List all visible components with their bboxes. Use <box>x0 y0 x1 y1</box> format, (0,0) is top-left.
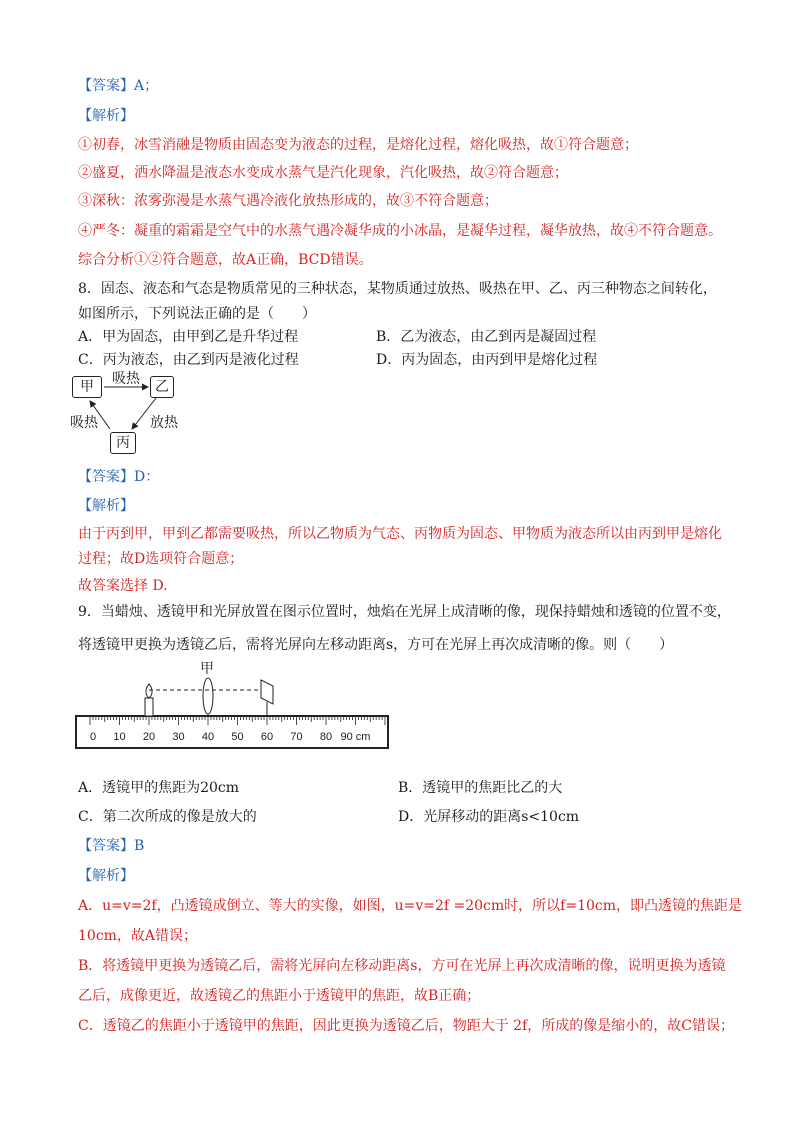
q9-stem: 9．当蜡烛、透镜甲和光屏放置在图示位置时，烛焰在光屏上成清晰的像，现保持蜡烛和透镜的位置不变， <box>78 604 731 620</box>
ruler-label: 80 <box>319 731 333 743</box>
ruler-label: 70 <box>290 731 303 743</box>
candle-icon <box>145 698 153 716</box>
label-absorb-top: 吸热 <box>112 371 140 387</box>
q9-analysis-a: A．u=v=2f，凸透镜成倒立、等大的实像，如图，u=v=2f =20cm时，所以f=10cm，即凸透镜的焦距是 <box>78 898 743 914</box>
state-bing-box: 丙 <box>110 432 136 454</box>
q7-analysis-line: 综合分析①②符合题意，故A正确，BCD错误。 <box>78 252 373 268</box>
q9-option-c: C．第二次所成的像是放大的 <box>78 809 257 825</box>
q7-analysis-line: ④严冬：凝重的霜霜是空气中的水蒸气遇冷凝华成的小冰晶，是凝华过程，凝华放热，故④不符合题意。 <box>78 223 722 239</box>
q9-analysis-label: 【解析】 <box>78 868 134 884</box>
ruler-label: 50 <box>231 731 244 743</box>
label-absorb-left: 吸热 <box>70 415 98 431</box>
lens-jia-label: 甲 <box>200 661 214 677</box>
q9-option-a: A．透镜甲的焦距为20cm <box>78 780 240 796</box>
q7-analysis-line: ③深秋：浓雾弥漫是水蒸气遇冷液化放热形成的，故③不符合题意； <box>78 193 498 209</box>
screen-icon <box>261 680 273 704</box>
label-release-right: 放热 <box>150 415 178 431</box>
optical-bench-svg <box>74 660 394 752</box>
q9-analysis-a: 10cm，故A错误； <box>78 928 198 944</box>
q7-answer: 【答案】A； <box>78 78 159 94</box>
ruler-label: 90 cm <box>340 731 371 743</box>
q8-stem: 8．固态、液态和气态是物质常见的三种状态，某物质通过放热、吸热在甲、乙、丙三种物态之间转化， <box>78 281 717 297</box>
q7-analysis-line: ②盛夏，洒水降温是液态水变成水蒸气是汽化现象，汽化吸热，故②符合题意； <box>78 165 568 181</box>
q8-option-c: C．丙为液态，由乙到丙是液化过程 <box>78 352 299 368</box>
q9-analysis-b: B．将透镜甲更换为透镜乙后，需将光屏向左移动距离s，方可在光屏上再次成清晰的像，说明更换为透镜 <box>78 958 726 974</box>
q8-analysis-line: 由于丙到甲，甲到乙都需要吸热，所以乙物质为气态、丙物质为固态、甲物质为液态所以由丙到甲是熔化 <box>78 526 722 542</box>
state-jia-box: 甲 <box>72 376 102 398</box>
ruler-label: 40 <box>201 731 215 743</box>
optical-bench-diagram <box>74 660 394 752</box>
q9-option-b: B．透镜甲的焦距比乙的大 <box>398 780 563 796</box>
ruler-label: 20 <box>142 731 156 743</box>
state-change-diagram <box>68 372 188 458</box>
q9-analysis-c: C．透镜乙的焦距小于透镜甲的焦距，因此更换为透镜乙后，物距大于 2f，所成的像是缩小的，故C错误； <box>78 1018 734 1034</box>
state-yi-box: 乙 <box>150 376 174 398</box>
ruler-label: 60 <box>260 731 274 743</box>
q7-analysis-label: 【解析】 <box>78 108 134 124</box>
ruler-label: 30 <box>172 731 185 743</box>
q9-analysis-b: 乙后，成像更近，故透镜乙的焦距小于透镜甲的焦距，故B正确； <box>78 988 481 1004</box>
q9-answer: 【答案】B <box>78 838 145 854</box>
q8-option-b: B．乙为液态，由乙到丙是凝固过程 <box>376 329 597 345</box>
ruler-label: 0 <box>90 731 97 743</box>
q8-conclusion: 故答案选择 D. <box>78 578 168 594</box>
q8-answer: 【答案】D： <box>78 469 160 485</box>
ruler-label: 10 <box>113 731 126 743</box>
flame-icon <box>146 684 152 698</box>
lens-icon <box>203 678 213 714</box>
q8-analysis-label: 【解析】 <box>78 498 134 514</box>
q8-option-d: D．丙为固态，由丙到甲是熔化过程 <box>376 352 598 368</box>
q8-stem: 如图所示，下列说法正确的是（ ） <box>78 306 316 322</box>
q8-option-a: A．甲为固态，由甲到乙是升华过程 <box>78 329 299 345</box>
q7-analysis-line: ①初春，冰雪消融是物质由固态变为液态的过程，是熔化过程，熔化吸热，故①符合题意； <box>78 137 638 153</box>
q9-option-d: D．光屏移动的距离s<10cm <box>398 809 580 825</box>
q9-stem: 将透镜甲更换为透镜乙后，需将光屏向左移动距离s，方可在光屏上再次成清晰的像。则（ ） <box>78 637 674 653</box>
q8-analysis-line: 过程；故D选项符合题意； <box>78 551 244 567</box>
